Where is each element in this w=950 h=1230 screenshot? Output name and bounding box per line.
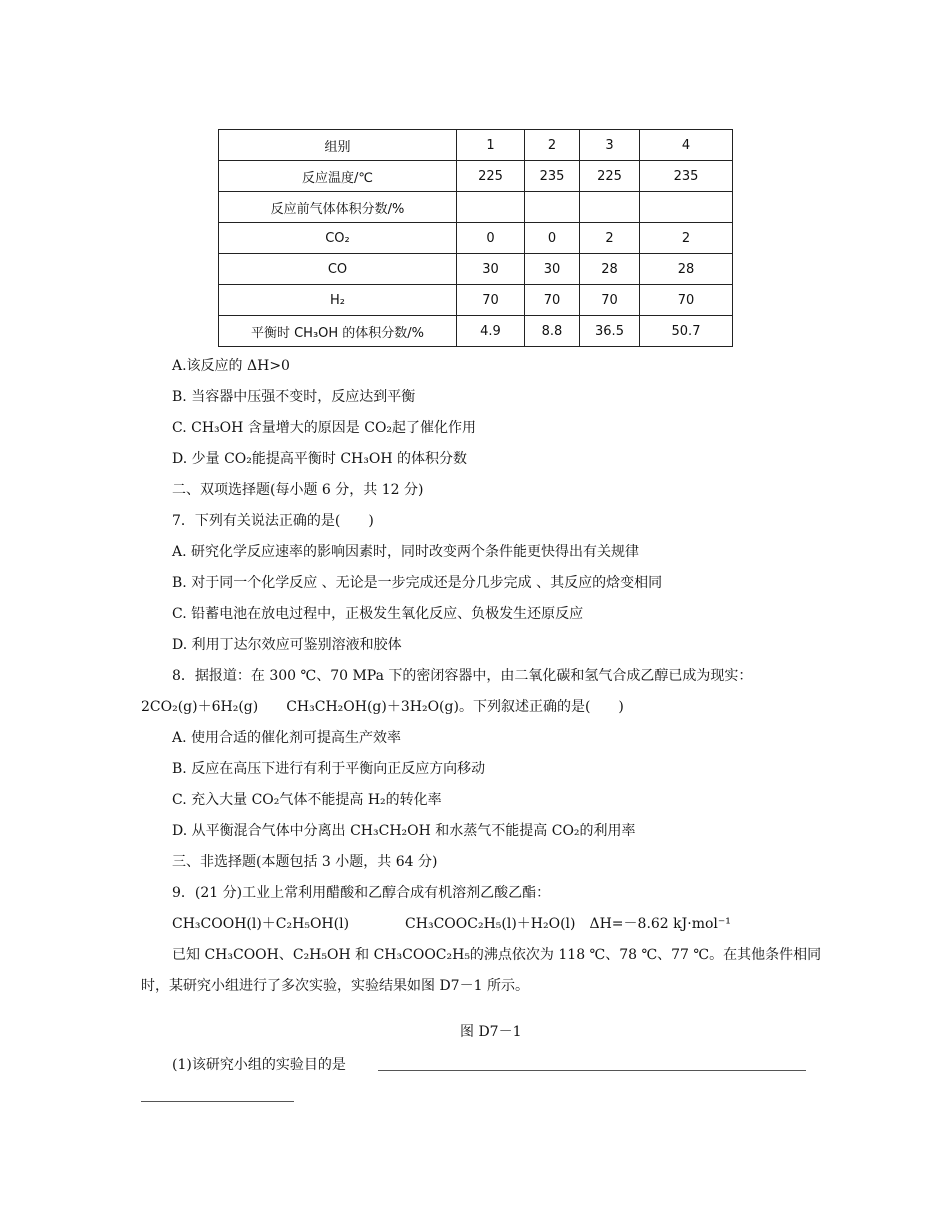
table-cell: 50.7 [640,316,733,347]
table-cell: 0 [457,223,525,254]
table-cell: 235 [525,161,580,192]
question-8-equation: 2CO₂(g)＋6H₂(g) CH₃CH₂OH(g)＋3H₂O(g)。下列叙述正确的是( ) [141,699,624,715]
table-cell [525,192,580,223]
option-b-q6: B. 当容器中压强不变时，反应达到平衡 [172,389,416,405]
option-b-q8: B. 反应在高压下进行有利于平衡向正反应方向移动 [172,761,486,777]
option-d-q6: D. 少量 CO₂能提高平衡时 CH₃OH 的体积分数 [172,451,467,467]
option-a-q6: A.该反应的 ΔH>0 [172,358,290,374]
table-cell: 70 [640,285,733,316]
figure-caption: 图 D7－1 [460,1024,522,1040]
section-heading-3: 三、非选择题(本题包括 3 小题，共 64 分) [172,854,438,870]
table-cell [457,192,525,223]
question-8: 8．据报道：在 300 ℃、70 MPa 下的密闭容器中，由二氧化碳和氢气合成乙醇已成为现实： [172,668,753,684]
table-cell: 30 [525,254,580,285]
option-c-q7: C. 铅蓄电池在放电过程中，正极发生氧化反应、负极发生还原反应 [172,606,584,622]
answer-blank-line [378,1070,806,1071]
table-cell: 反应温度/℃ [219,161,457,192]
table-row [219,285,733,316]
table-cell: CO₂ [219,223,457,254]
table-cell: 70 [457,285,525,316]
option-a-q8: A. 使用合适的催化剂可提高生产效率 [172,730,402,746]
table-cell: H₂ [219,285,457,316]
table-cell: 8.8 [525,316,580,347]
question-9-text-2: 时，某研究小组进行了多次实验，实验结果如图 D7－1 所示。 [141,978,529,994]
table-row [219,254,733,285]
option-d-q8: D. 从平衡混合气体中分离出 CH₃CH₂OH 和水蒸气不能提高 CO₂的利用率 [172,823,636,839]
table-cell: 36.5 [580,316,640,347]
table-cell: 0 [525,223,580,254]
table-cell: 225 [457,161,525,192]
table-cell: 2 [580,223,640,254]
table-cell: 2 [640,223,733,254]
table-cell: 反应前气体体积分数/% [219,192,457,223]
question-7: 7．下列有关说法正确的是( ) [172,513,374,529]
table-row [219,316,733,347]
option-a-q7: A. 研究化学反应速率的影响因素时，同时改变两个条件能更快得出有关规律 [172,544,640,560]
option-c-q8: C. 充入大量 CO₂气体不能提高 H₂的转化率 [172,792,442,808]
question-9-equation: CH₃COOH(l)＋C₂H₅OH(l) CH₃COOC₂H₅(l)＋H₂O(l) ΔH=－8.62 kJ·mol⁻¹ [172,916,731,932]
question-9: 9．(21 分)工业上常利用醋酸和乙醇合成有机溶剂乙酸乙酯： [172,885,551,901]
question-9-text-1: 已知 CH₃COOH、C₂H₅OH 和 CH₃COOC₂H₅的沸点依次为 118 ℃、78 ℃、77 ℃。在其他条件相同 [172,947,822,963]
table-row [219,192,733,223]
table-cell: 2 [525,130,580,161]
data-table [218,129,733,347]
table-cell: 平衡时 CH₃OH 的体积分数/% [219,316,457,347]
table-cell: 1 [457,130,525,161]
table-cell: 70 [580,285,640,316]
option-d-q7: D. 利用丁达尔效应可鉴别溶液和胶体 [172,637,402,653]
table-row [219,130,733,161]
sub-question-1: (1)该研究小组的实验目的是 [172,1057,346,1073]
table-cell: 4 [640,130,733,161]
table-cell [580,192,640,223]
table-row [219,161,733,192]
table-cell: 235 [640,161,733,192]
answer-blank-line-continued [141,1101,294,1102]
table-cell: 28 [580,254,640,285]
table-cell: 组别 [219,130,457,161]
table-cell: CO [219,254,457,285]
option-b-q7: B. 对于同一个化学反应 、无论是一步完成还是分几步完成 、其反应的焓变相同 [172,575,663,591]
table-cell: 225 [580,161,640,192]
table-row [219,223,733,254]
table-cell: 28 [640,254,733,285]
option-c-q6: C. CH₃OH 含量增大的原因是 CO₂起了催化作用 [172,420,477,436]
table-cell [640,192,733,223]
table-cell: 4.9 [457,316,525,347]
table-cell: 30 [457,254,525,285]
table-cell: 3 [580,130,640,161]
table-cell: 70 [525,285,580,316]
section-heading-2: 二、双项选择题(每小题 6 分，共 12 分) [172,482,424,498]
